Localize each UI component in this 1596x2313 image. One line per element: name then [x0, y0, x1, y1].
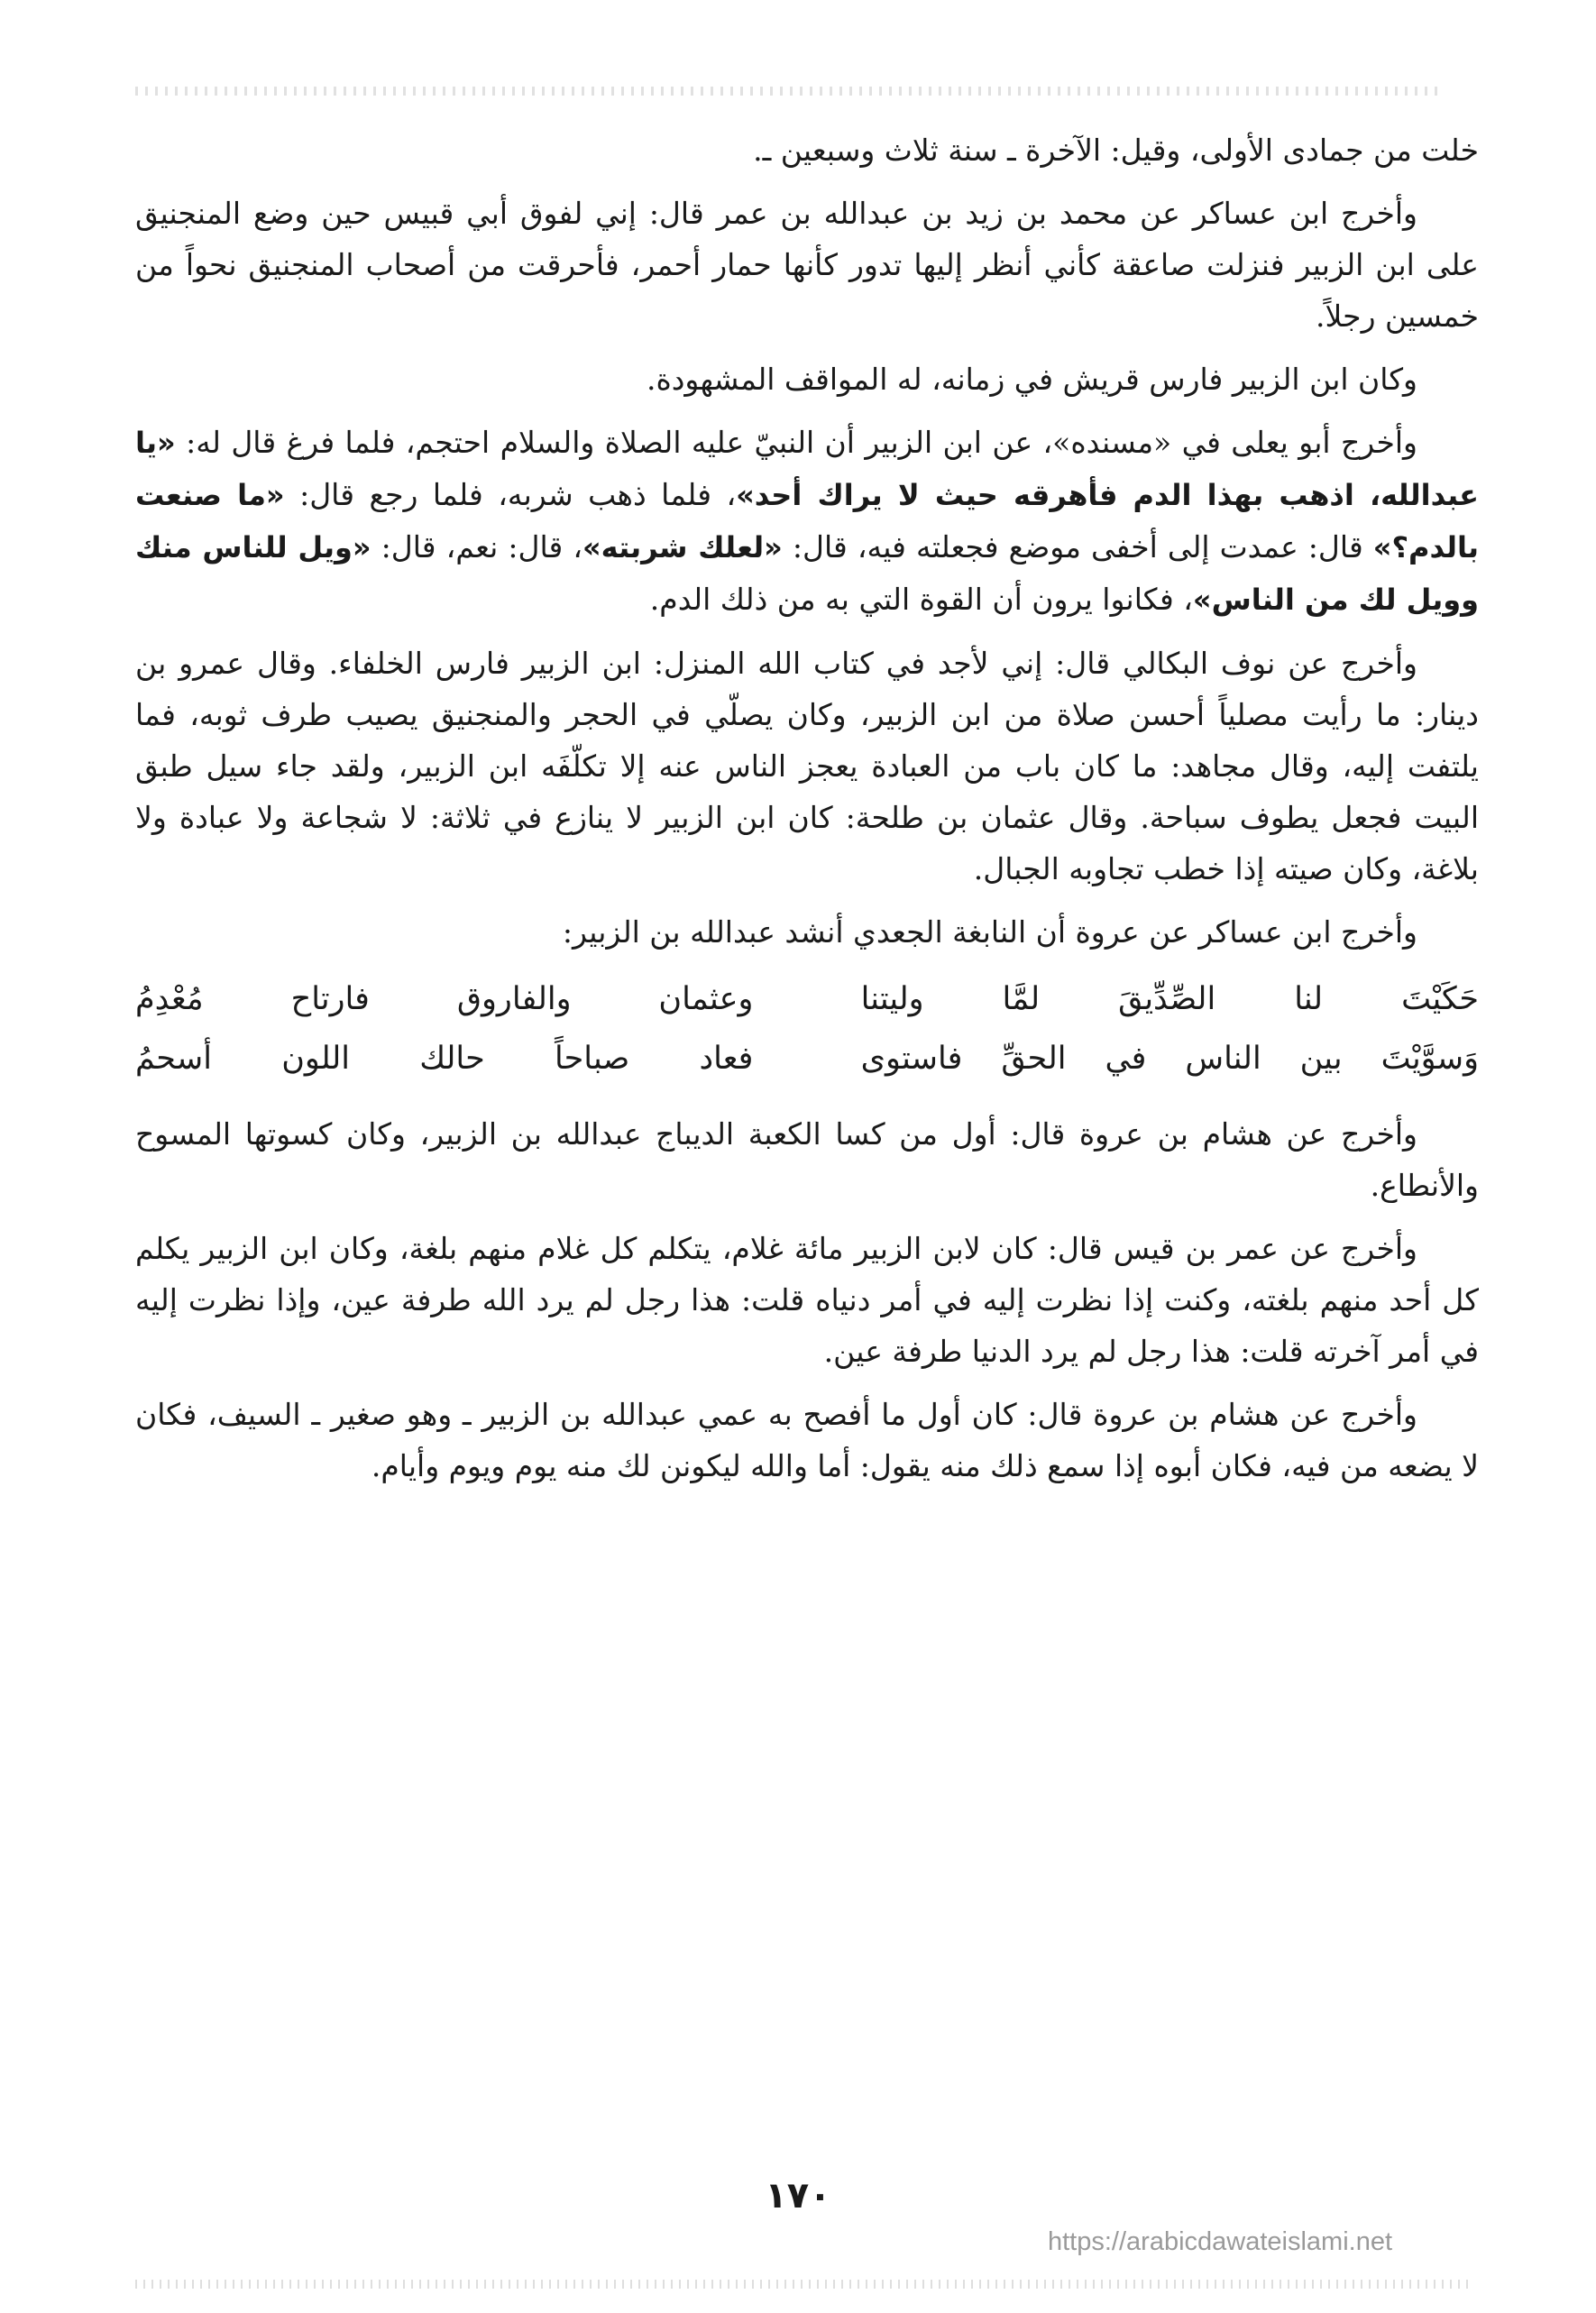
hadith-quote: «ما صنعت بالدم؟» — [135, 478, 1480, 564]
hemistich-left: فعاد صباحاً حالك اللون أسحمُ — [135, 1041, 754, 1077]
paragraph-text: وكان ابن الزبير فارس قريش في زمانه، له المواقف المشهودة. — [646, 362, 1417, 397]
hemistich-left: وعثمان والفاروق فارتاح مُعْدِمُ — [135, 981, 754, 1017]
paragraph-text: وأخرج عن نوف البكالي قال: إني لأجد في كتاب الله المنزل: ابن الزبير فارس الخلفاء. وقال عمرو بن دينار: ما رأيت مصلياً أحسن صلاة من ابن الزبير، وكان يصلّي في الحجر والمنجنيق يصيب طرف ثوبه، فما يلتفت إليه، وقال مجاهد: ما كان باب من العبادة يعجز الناس عنه إلا تكلّفَه ابن الزبير، ولقد جاء سيل طبق البيت فجعل يطوف سباحة. وقال عثمان بن طلحة: كان ابن الزبير لا ينازع في ثلاثة: لا شجاعة ولا عبادة ولا بلاغة، وكان صيته إذا خطب تجاوبه الجبال. — [135, 646, 1479, 886]
paragraph — [135, 1223, 1479, 1377]
paragraph — [135, 124, 1479, 176]
hadith-quote: «ويل للناس منك وويل لك من الناس» — [135, 530, 1479, 617]
page-body — [135, 124, 1479, 1503]
paragraph-text: ، فلما ذهب شربه، فلما رجع قال: — [284, 477, 737, 512]
paragraph-text: ، قال: نعم، قال: — [371, 529, 582, 564]
poem-verse — [135, 1029, 1479, 1088]
paragraph-text: قال: عمدت إلى أخفى موضع فجعلته فيه، قال: — [782, 529, 1373, 564]
paragraph-text: وأخرج أبو يعلى في «مسنده»، عن ابن الزبير أن النبيّ عليه الصلاة والسلام احتجم، فلما فرغ قال له: — [175, 425, 1417, 460]
hemistich-right: حَكَيْتَ لنا الصِّدِّيقَ لمَّا وليتنا — [860, 981, 1479, 1017]
paragraph-text: وأخرج ابن عساكر عن عروة أن النابغة الجعدي أنشد عبدالله بن الزبير: — [562, 914, 1417, 950]
paragraph-text: ، فكانوا يرون أن القوة التي به من ذلك الدم. — [649, 582, 1193, 617]
paragraph — [135, 417, 1479, 626]
watermark-url: https://arabicdawateislami.net — [1048, 2227, 1393, 2256]
page-number: ١٧٠ — [765, 2175, 831, 2217]
poem — [135, 969, 1479, 1088]
paragraph — [135, 1108, 1479, 1211]
paragraph-text: وأخرج عن عمر بن قيس قال: كان لابن الزبير مائة غلام، يتكلم كل غلام منهم بلغة، وكان ابن الزبير يكلم كل أحد منهم بلغته، وكنت إذا نظرت إليه في أمر دنياه قلت: هذا رجل لم يرد الله طرفة عين، وإذا نظرت إليه في أمر آخرته قلت: هذا رجل لم يرد الدنيا طرفة عين. — [135, 1231, 1479, 1369]
hemistich-right: وَسوَّيْتَ بين الناس في الحقِّ فاستوى — [860, 1041, 1479, 1077]
paragraph — [135, 906, 1479, 958]
paragraphs-before-poem — [135, 124, 1479, 958]
paragraph-text: خلت من جمادى الأولى، وقيل: الآخرة ـ سنة ثلاث وسبعين ـ. — [753, 133, 1479, 168]
paragraph — [135, 638, 1479, 895]
hadith-quote: «لعلك شربته» — [582, 530, 783, 564]
paragraph-text: وأخرج عن هشام بن عروة قال: كان أول ما أفصح به عمي عبدالله بن الزبير ـ وهو صغير ـ السيف، فكان لا يضعه من فيه، فكان أبوه إذا سمع ذلك منه يقول: أما والله ليكونن لك منه يوم ويوم وأيام. — [135, 1397, 1479, 1483]
paragraph-text: وأخرج ابن عساكر عن محمد بن زيد بن عبدالله بن عمر قال: إني لفوق أبي قبيس حين وضع المنجنيق على ابن الزبير فنزلت صاعقة كأني أنظر إليها تدور كأنها حمار أحمر، فأحرقت من أصحاب المنجنيق نحواً من خمسين رجلاً. — [135, 196, 1479, 334]
scan-noise-top — [135, 87, 1443, 96]
poem-verse — [135, 969, 1479, 1029]
paragraph — [135, 1389, 1479, 1492]
scan-noise-bottom — [135, 2280, 1470, 2289]
paragraph — [135, 188, 1479, 342]
paragraph-text: وأخرج عن هشام بن عروة قال: أول من كسا الكعبة الديباج عبدالله بن الزبير، وكان كسوتها المسوح والأنطاع. — [135, 1116, 1479, 1203]
hadith-quote: «يا عبدالله، اذهب بهذا الدم فأهرقه حيث لا يراك أحد» — [135, 426, 1479, 512]
paragraphs-after-poem — [135, 1108, 1479, 1492]
paragraph — [135, 353, 1479, 405]
